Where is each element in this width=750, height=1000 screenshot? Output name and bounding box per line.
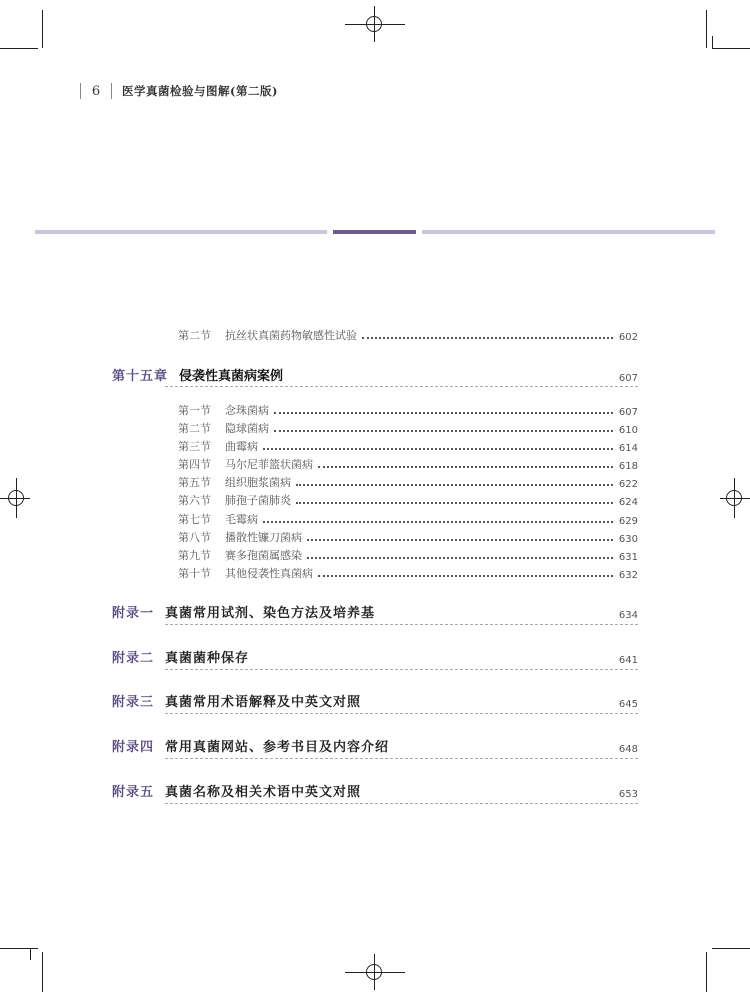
section-label: 第六节 [178, 494, 211, 507]
toc-section-line[interactable] [178, 418, 638, 436]
leader-dots [296, 484, 613, 486]
appendix-rule [165, 758, 638, 759]
appendix-rule [165, 624, 638, 625]
leader-dots [263, 448, 613, 450]
section-title: 抗丝状真菌药物敏感性试验 [225, 329, 357, 342]
appendix-label: 附录四 [112, 740, 155, 755]
section-page: 632 [618, 570, 638, 581]
running-header [80, 82, 278, 100]
leader-dots [296, 502, 613, 504]
toc-section-line[interactable] [178, 454, 638, 472]
chapter-label: 第十五章 [112, 369, 169, 384]
header-divider [111, 83, 112, 99]
toc-appendix-line[interactable] [112, 735, 638, 755]
toc-section-line[interactable] [178, 490, 638, 508]
section-label: 第九节 [178, 549, 211, 562]
section-page: 602 [618, 332, 638, 343]
leader-dots [362, 337, 613, 339]
section-title: 肺孢子菌肺炎 [225, 494, 291, 507]
toc-appendix-line[interactable] [112, 690, 638, 710]
toc-appendix-line[interactable] [112, 780, 638, 800]
section-page: 614 [618, 443, 638, 454]
section-title: 曲霉病 [225, 440, 258, 453]
toc-section-line[interactable] [178, 400, 638, 418]
toc-section-line[interactable] [178, 545, 638, 563]
chapter-page: 607 [618, 373, 638, 384]
leader-dots [318, 466, 613, 468]
toc-appendix-line[interactable] [112, 646, 638, 666]
appendix-page: 634 [618, 610, 638, 621]
section-label: 第四节 [178, 458, 211, 471]
leader-dots [307, 539, 613, 541]
decorative-bar-right [422, 230, 715, 234]
section-title: 隐球菌病 [225, 422, 269, 435]
section-label: 第三节 [178, 440, 211, 453]
appendix-title: 真菌菌种保存 [165, 651, 250, 666]
book-title: 医学真菌检验与图解(第二版) [122, 84, 278, 98]
appendix-rule [165, 669, 638, 670]
leader-dots [274, 412, 613, 414]
appendix-title: 真菌常用术语解释及中英文对照 [165, 695, 362, 710]
toc-section-line[interactable] [178, 436, 638, 454]
appendix-label: 附录一 [112, 606, 155, 621]
appendix-label: 附录五 [112, 785, 155, 800]
toc-section-line[interactable] [178, 509, 638, 527]
section-label: 第二节 [178, 422, 211, 435]
decorative-bar-center [333, 230, 416, 234]
appendix-rule [165, 803, 638, 804]
appendix-page: 645 [618, 699, 638, 710]
toc-section-line[interactable] [178, 527, 638, 545]
decorative-bar-left [35, 230, 327, 234]
appendix-page: 641 [618, 655, 638, 666]
leader-dots [318, 575, 613, 577]
toc-section-line[interactable] [178, 472, 638, 490]
leader-dots [263, 521, 613, 523]
section-page: 624 [618, 497, 638, 508]
section-label: 第十节 [178, 567, 211, 580]
appendix-title: 真菌名称及相关术语中英文对照 [165, 785, 362, 800]
toc-section-line[interactable] [178, 325, 638, 343]
section-label: 第一节 [178, 404, 211, 417]
section-title: 马尔尼菲篮状菌病 [225, 458, 313, 471]
section-label: 第五节 [178, 476, 211, 489]
section-page: 630 [618, 534, 638, 545]
section-page: 610 [618, 425, 638, 436]
appendix-label: 附录二 [112, 651, 155, 666]
toc-appendix-line[interactable] [112, 601, 638, 621]
leader-dots [307, 557, 613, 559]
chapter-title: 侵袭性真菌病案例 [179, 369, 284, 384]
section-label: 第八节 [178, 531, 211, 544]
appendix-title: 常用真菌网站、参考书目及内容介绍 [165, 740, 390, 755]
leader-dots [274, 430, 613, 432]
section-title: 其他侵袭性真菌病 [225, 567, 313, 580]
toc-section-line[interactable] [178, 563, 638, 581]
section-page: 622 [618, 479, 638, 490]
appendix-page: 653 [618, 789, 638, 800]
chapter-rule [165, 386, 638, 387]
appendix-title: 真菌常用试剂、染色方法及培养基 [165, 606, 376, 621]
section-page: 618 [618, 461, 638, 472]
section-title: 赛多孢菌属感染 [225, 549, 302, 562]
section-label: 第七节 [178, 513, 211, 526]
section-page: 631 [618, 552, 638, 563]
appendix-label: 附录三 [112, 695, 155, 710]
section-page: 607 [618, 407, 638, 418]
section-label: 第二节 [178, 329, 211, 342]
page-number: 6 [91, 83, 101, 99]
section-title: 毛霉病 [225, 513, 258, 526]
section-title: 念珠菌病 [225, 404, 269, 417]
appendix-rule [165, 713, 638, 714]
section-title: 组织胞浆菌病 [225, 476, 291, 489]
section-page: 629 [618, 516, 638, 527]
appendix-page: 648 [618, 744, 638, 755]
toc-chapter-line[interactable] [112, 364, 638, 384]
section-title: 播散性镰刀菌病 [225, 531, 302, 544]
